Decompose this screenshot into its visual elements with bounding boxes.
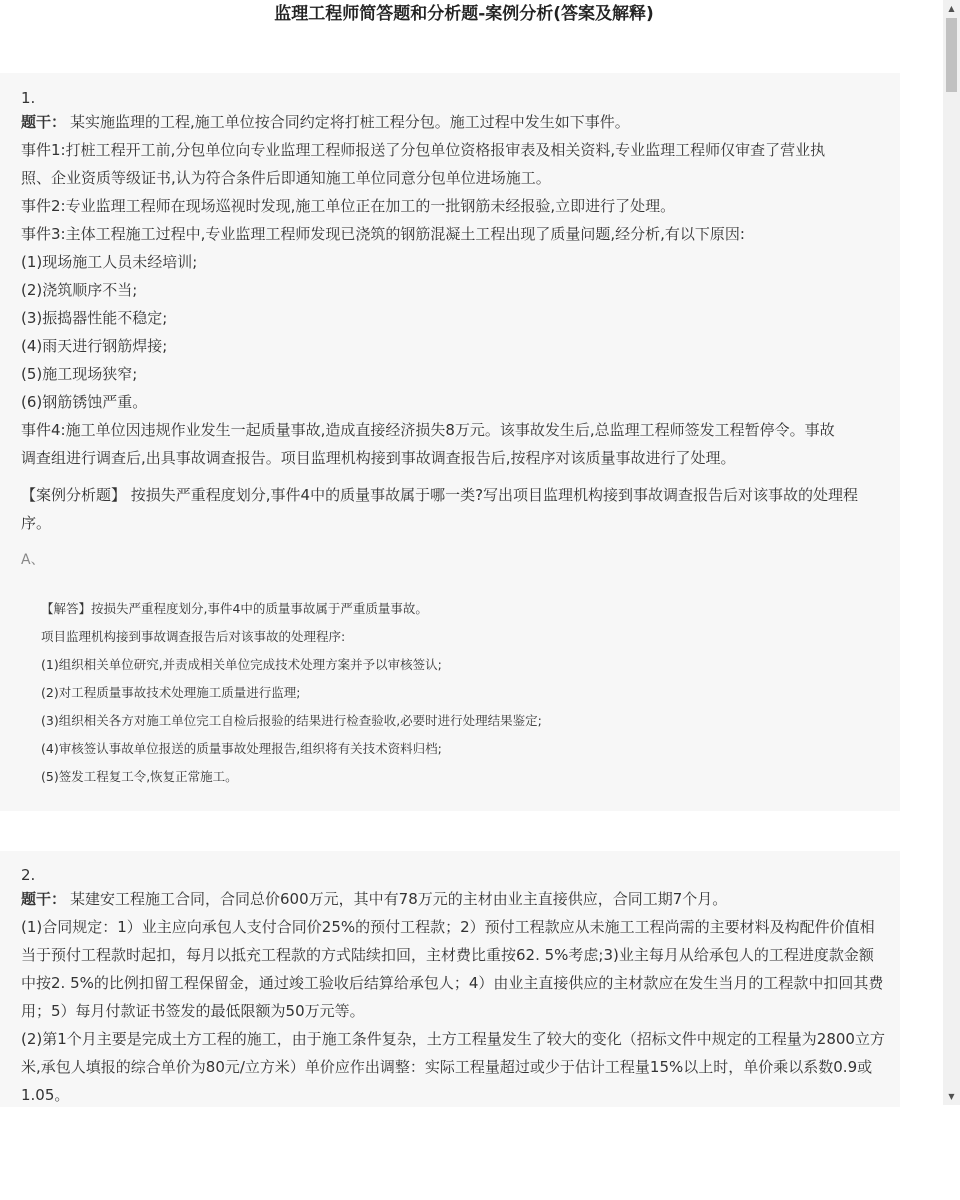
vertical-scrollbar[interactable]: [943, 0, 960, 1105]
scroll-up-icon[interactable]: ▲: [948, 4, 955, 13]
stem-label: 题干：: [21, 113, 67, 131]
question-number: 1.: [21, 89, 36, 107]
stem-line: 照、企业资质等级证书,认为符合条件后即通知施工单位同意分包单位进场施工。: [21, 169, 551, 187]
stem-line: 调查组进行调查后,出具事故调查报告。项目监理机构接到事故调查报告后,按程序对该质量事故进行了处理。: [21, 449, 736, 467]
stem-paragraph: (2)第1个月主要是完成土方工程的施工，由于施工条件复杂，土方工程量发生了较大的变化（招标文件中规定的工程量为2800立方米,承包人填报的综合单价为80元/立方米）单价应作出调整：实际工程量超过或少于估计工程量15%以上时，单价乘以系数0.9或1.05。: [21, 1030, 885, 1104]
stem-label: 题干：: [21, 890, 67, 908]
question-card-2: [0, 851, 900, 1107]
stem-line: 事件1:打桩工程开工前,分包单位向专业监理工程师报送了分包单位资格报审表及相关资料,专业监理工程师仅审查了营业执: [21, 141, 826, 159]
stem-line: (1)现场施工人员未经培训;: [21, 253, 198, 271]
answer-explanation: [41, 595, 885, 791]
scrollbar-thumb[interactable]: [946, 18, 957, 92]
stem-paragraph: (1)合同规定：1）业主应向承包人支付合同价25%的预付工程款；2）预付工程款应从未施工工程尚需的主要材料及构配件价值相当于预付工程款时起扣，每月以抵充工程款的方式陆续扣回，主材费比重按62. 5%考虑;3)业主每月从给承包人的工程进度款金额中按2. 5%的比例扣留工程保留金，通过竣工验收后结算给承包人；4）由业主直接供应的主材款应在发生当月的工程款中扣回其费用；5）每月付款证书签发的最低限额为50万元等。: [21, 918, 884, 1020]
stem-line: (5)施工现场狭窄;: [21, 365, 138, 383]
question-card-1: [0, 73, 900, 811]
answer-line: 项目监理机构接到事故调查报告后对该事故的处理程序:: [41, 629, 346, 644]
page-title: 监理工程师简答题和分析题-案例分析(答案及解释): [274, 4, 654, 24]
stem-line: 事件2:专业监理工程师在现场巡视时发现,施工单位正在加工的一批钢筋未经报验,立即进行了处理。: [21, 197, 676, 215]
stem-line: 事件3:主体工程施工过程中,专业监理工程师发现已浇筑的钢筋混凝土工程出现了质量问题,经分析,有以下原因:: [21, 225, 745, 243]
stem-line: (2)浇筑顺序不当;: [21, 281, 138, 299]
answer-line: 【解答】按损失严重程度划分,事件4中的质量事故属于严重质量事故。: [41, 601, 428, 616]
answer-line: (2)对工程质量事故技术处理施工质量进行监理;: [41, 685, 301, 700]
scroll-down-icon[interactable]: ▼: [948, 1092, 955, 1101]
stem-line: 某建安工程施工合同，合同总价600万元，其中有78万元的主材由业主直接供应，合同工期7个月。: [70, 890, 728, 908]
case-question: 【案例分析题】 按损失严重程度划分,事件4中的质量事故属于哪一类?写出项目监理机构接到事故调查报告后对该事故的处理程序。: [21, 486, 859, 532]
stem-line: (3)振捣器性能不稳定;: [21, 309, 168, 327]
stem-line: (4)雨天进行钢筋焊接;: [21, 337, 168, 355]
stem-line: 事件4:施工单位因违规作业发生一起质量事故,造成直接经济损失8万元。该事故发生后,总监理工程师签发工程暂停令。事故: [21, 421, 835, 439]
answer-line: (1)组织相关单位研究,并责成相关单位完成技术处理方案并予以审核签认;: [41, 657, 442, 672]
answer-line: (5)签发工程复工令,恢复正常施工。: [41, 769, 238, 784]
question-number: 2.: [21, 866, 36, 884]
answer-line: (3)组织相关各方对施工单位完工自检后报验的结果进行检查验收,必要时进行处理结果鉴定;: [41, 713, 542, 728]
stem-line: 某实施监理的工程,施工单位按合同约定将打桩工程分包。施工过程中发生如下事件。: [70, 113, 630, 131]
answer-line: (4)审核签认事故单位报送的质量事故处理报告,组织将有关技术资料归档;: [41, 741, 442, 756]
stem-line: (6)钢筋锈蚀严重。: [21, 393, 148, 411]
answer-option-a[interactable]: A、: [21, 552, 45, 568]
